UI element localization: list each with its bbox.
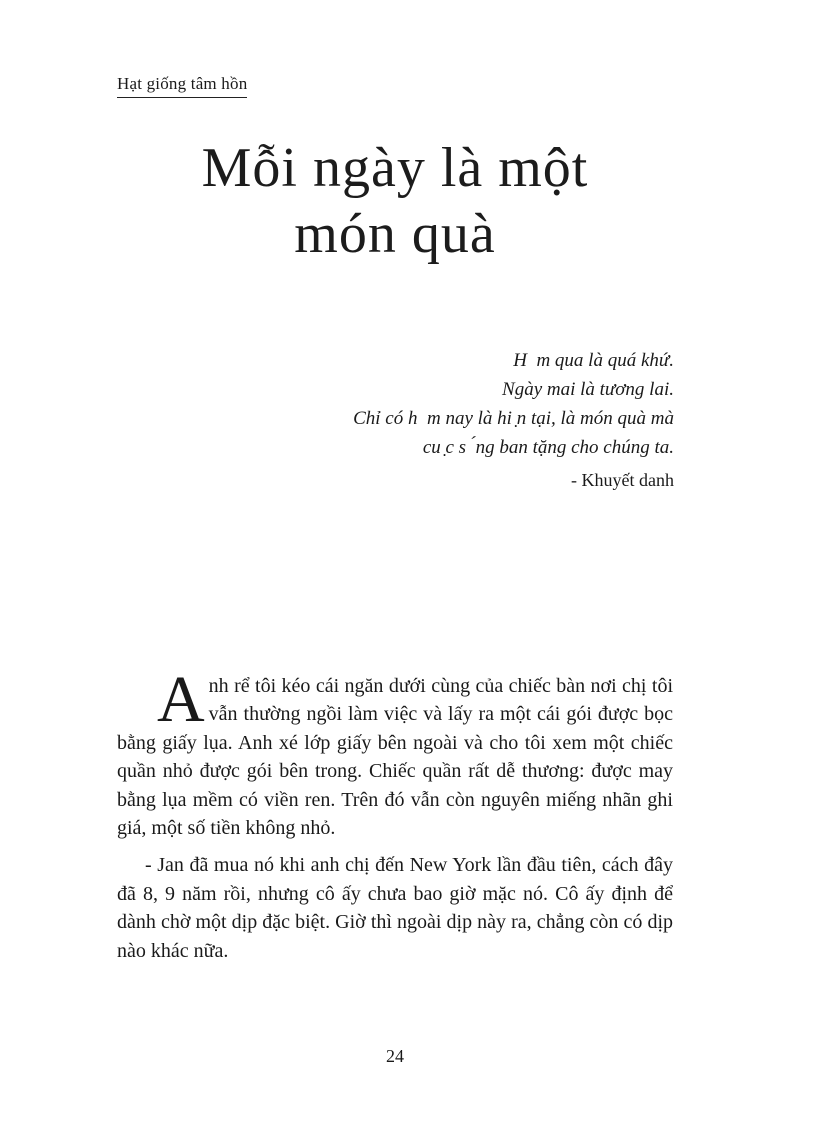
epigraph-attribution: - Khuyết danh <box>571 470 674 490</box>
paragraph-text: nh rể tôi kéo cái ngăn dưới cùng của chiếc bàn nơi chị tôi vẫn thường ngồi làm việc và lấy ra một cái gói được bọc bằng giấy lụa. Anh xé lớp giấy bên ngoài và cho tôi xem một chiếc quần nhỏ được gói bên trong. Chiếc quần rất dễ thương: được may bằng lụa mềm có viền ren. Trên đó vẫn còn nguyên miếng nhãn ghi giá, một số tiền không nhỏ. <box>117 675 673 840</box>
epigraph <box>353 346 674 462</box>
chapter-title-line-2: món quà <box>294 203 496 265</box>
drop-cap: A <box>157 663 205 736</box>
paragraph: - Jan đã mua nó khi anh chị đến New York lần đầu tiên, cách đây đã 8, 9 năm rồi, nhưng cô ấy chưa bao giờ mặc nó. Cô ấy định để dành chờ một dịp đặc biệt. Giờ thì ngoài dịp này ra, chẳng còn có dịp nào khác nữa. <box>117 854 673 962</box>
chapter-title-line-1: Mỗi ngày là một <box>201 137 589 199</box>
page-number: 24 <box>386 1046 404 1066</box>
epigraph-line: cu ̣c s ́ng ban tặng cho chúng ta. <box>422 437 674 458</box>
paragraph <box>117 663 673 842</box>
epigraph-line: Chỉ có h m nay là hi ̣n tại, là món quà mà <box>353 408 674 429</box>
epigraph-line: H m qua là quá khứ. <box>513 350 674 371</box>
series-header: Hạt giống tâm hồn <box>117 74 247 98</box>
body-text <box>117 663 673 965</box>
epigraph-line: Ngày mai là tương lai. <box>502 379 674 400</box>
